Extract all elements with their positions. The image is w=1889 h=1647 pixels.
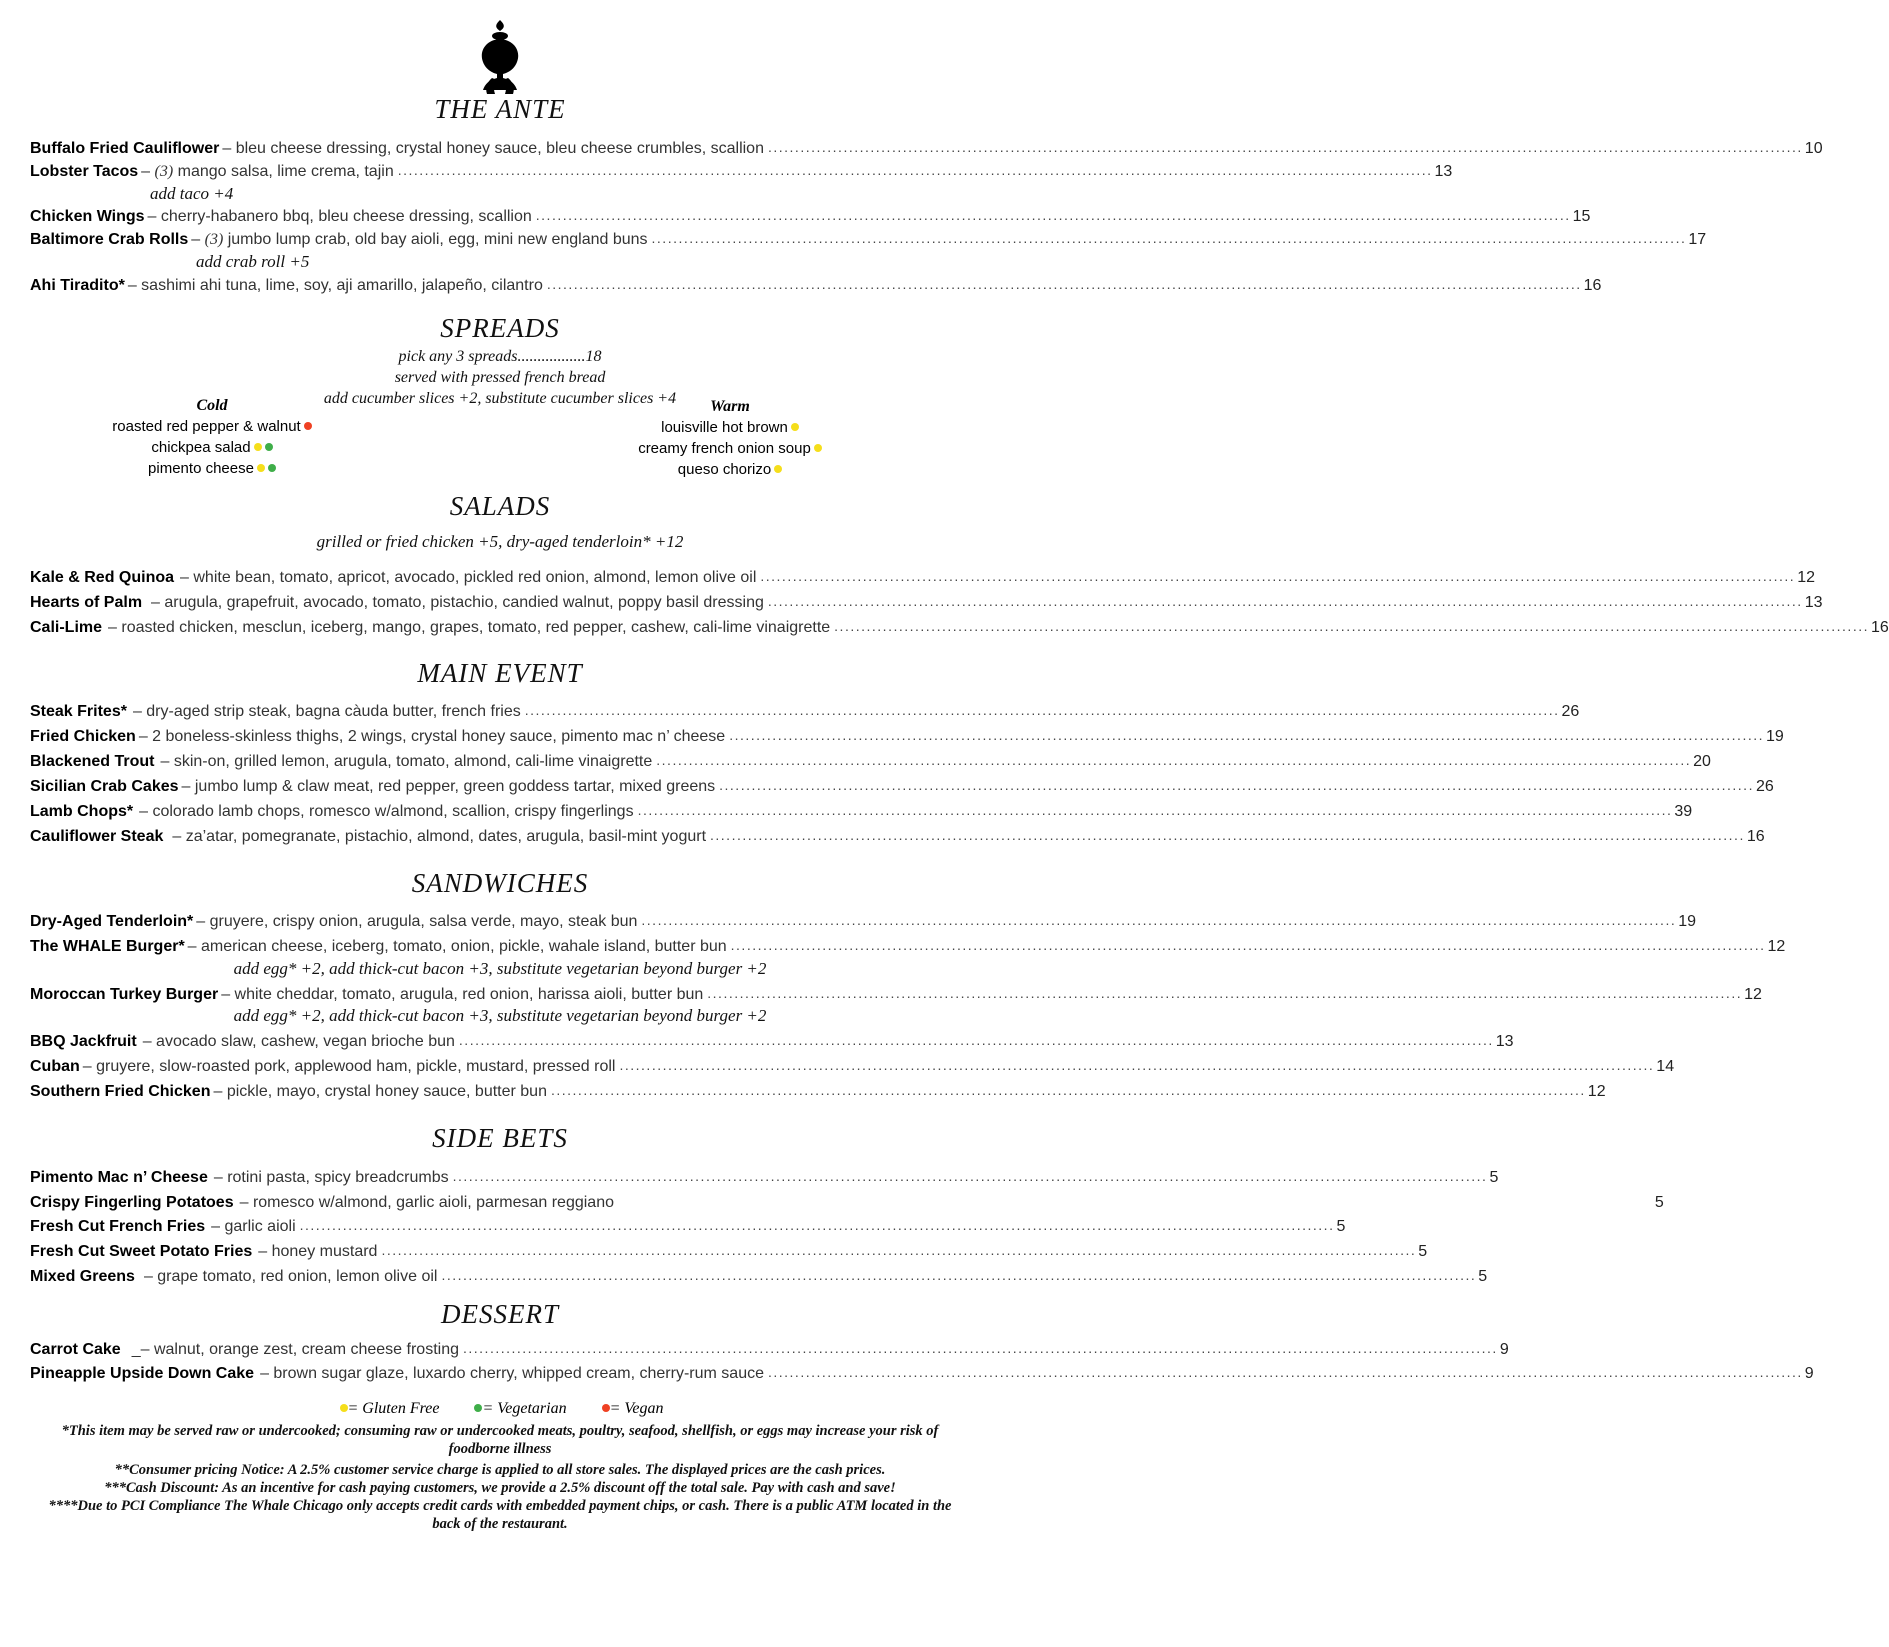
item-desc: – skin-on, grilled lemon, arugula, tomato, almond, cali-lime vinaigrette xyxy=(160,753,653,770)
spreads-cold-column xyxy=(82,395,342,479)
vegetarian-dot-icon xyxy=(268,464,276,472)
menu-item: Kale & Red Quinoa – white bean, tomato, apricot, avocado, pickled red onion, almond, lemon olive oil ................................................................................................................................................................................................ 12 xyxy=(30,568,1815,586)
item-desc: – jumbo lump & claw meat, red pepper, green goddess tartar, mixed greens xyxy=(181,778,716,795)
dietary-legend xyxy=(0,1400,1000,1418)
item-desc: – pickle, mayo, crystal honey sauce, butter bun xyxy=(213,1083,547,1100)
item-price: 13 xyxy=(1804,594,1823,611)
footnotes xyxy=(40,1422,960,1536)
item-desc: – rotini pasta, spicy breadcrumbs xyxy=(213,1169,449,1186)
menu-item: Baltimore Crab Rolls – (3) jumbo lump crab, old bay aioli, egg, mini new england buns ................................................................................................................................................................................................ 17 xyxy=(30,230,1707,248)
item-name: Lobster Tacos xyxy=(30,163,139,180)
item-price: 13 xyxy=(1434,163,1453,180)
vegan-dot-icon xyxy=(304,422,312,430)
item-price: 39 xyxy=(1674,803,1693,820)
item-price: 5 xyxy=(1336,1218,1346,1235)
item-desc: – bleu cheese dressing, crystal honey sauce, bleu cheese crumbles, scallion xyxy=(222,140,764,157)
item-name: Crispy Fingerling Potatoes xyxy=(30,1194,234,1211)
menu-item: Steak Frites* – dry-aged strip steak, bagna càuda butter, french fries ................................................................................................................................................................................................ 26 xyxy=(30,702,1580,720)
item-price: 19 xyxy=(1678,913,1697,930)
item-desc: – garlic aioli xyxy=(211,1218,296,1235)
section-title-main-event: MAIN EVENT xyxy=(417,658,583,688)
item-desc: – brown sugar glaze, luxardo cherry, whipped cream, cherry-rum sauce xyxy=(260,1365,764,1382)
section-title-spreads: SPREADS xyxy=(440,313,560,343)
menu-item: Southern Fried Chicken – pickle, mayo, crystal honey sauce, butter bun ................................................................................................................................................................................................ 12 xyxy=(30,1082,1606,1100)
footnote-pci-compliance: ****Due to PCI Compliance The Whale Chicago only accepts credit cards with embedded payment chips, or cash. There is a public ATM located in the back of the restaurant. xyxy=(48,1498,952,1532)
menu-item: Fresh Cut French Fries – garlic aioli ................................................................................................................................................................................................ 5 xyxy=(30,1217,1346,1235)
item-name: Sicilian Crab Cakes xyxy=(30,778,179,795)
menu-item: Pineapple Upside Down Cake – brown sugar glaze, luxardo cherry, whipped cream, cherry-rum sauce ................................................................................................................................................................................................ 9 xyxy=(30,1364,1814,1382)
item-name: Pimento Mac n’ Cheese xyxy=(30,1169,208,1186)
menu-item: Carrot Cake _– walnut, orange zest, cream cheese frosting ................................................................................................................................................................................................ 9 xyxy=(30,1340,1509,1358)
section-title-side-bets: SIDE BETS xyxy=(432,1123,568,1153)
item-name: Mixed Greens xyxy=(30,1268,135,1285)
item-name: Carrot Cake xyxy=(30,1341,121,1358)
menu-item xyxy=(30,1191,1664,1213)
legend-vegetarian: = Vegetarian xyxy=(482,1400,567,1417)
item-price: 12 xyxy=(1587,1083,1606,1100)
item-addon: add egg* +2, add thick-cut bacon +3, substitute vegetarian beyond burger +2 xyxy=(233,1006,767,1025)
menu-item: Cuban – gruyere, slow-roasted pork, applewood ham, pickle, mustard, pressed roll ................................................................................................................................................................................................ 14 xyxy=(30,1057,1675,1075)
item-addon: add crab roll +5 xyxy=(196,252,310,271)
item-desc: mango salsa, lime crema, tajin xyxy=(177,163,394,180)
menu-item: Moroccan Turkey Burger – white cheddar, tomato, arugula, red onion, harissa aioli, butter bun ................................................................................................................................................................................................ 12 xyxy=(30,985,1762,1003)
item-price: 20 xyxy=(1693,753,1711,770)
vegan-dot-icon xyxy=(602,1404,610,1412)
section-title-sandwiches: SANDWICHES xyxy=(411,868,589,898)
item-desc: – 2 boneless-skinless thighs, 2 wings, crystal honey sauce, pimento mac n’ cheese xyxy=(138,728,726,745)
item-addon: add egg* +2, add thick-cut bacon +3, substitute vegetarian beyond burger +2 xyxy=(233,959,767,978)
footnote-pricing-notice: **Consumer pricing Notice: A 2.5% customer service charge is applied to all store sales. The displayed prices are the cash prices. xyxy=(114,1462,886,1478)
item-desc: – honey mustard xyxy=(258,1243,378,1260)
item-desc: – gruyere, crispy onion, arugula, salsa verde, mayo, steak bun xyxy=(196,913,638,930)
item-price: 12 xyxy=(1744,986,1762,1003)
list-item: queso chorizo xyxy=(600,459,860,480)
gluten-free-dot-icon xyxy=(340,1404,348,1412)
item-price: 9 xyxy=(1804,1365,1814,1382)
item-name: Baltimore Crab Rolls xyxy=(30,231,189,248)
item-price: 10 xyxy=(1804,140,1823,157)
legend-gluten-free: = Gluten Free xyxy=(347,1400,440,1417)
gluten-free-dot-icon xyxy=(814,444,822,452)
item-name: Pineapple Upside Down Cake xyxy=(30,1365,255,1382)
menu-item: Cali-Lime – roasted chicken, mesclun, iceberg, mango, grapes, tomato, red pepper, cashew, cali-lime vinaigrette ................................................................................................................................................................................................ 16 xyxy=(30,618,1889,636)
item-price: 12 xyxy=(1767,938,1786,955)
menu-item: BBQ Jackfruit – avocado slaw, cashew, vegan brioche bun ................................................................................................................................................................................................ 13 xyxy=(30,1032,1514,1050)
gluten-free-dot-icon xyxy=(257,464,265,472)
spreads-warm-column xyxy=(600,396,860,480)
item-addon: add taco +4 xyxy=(150,184,234,203)
item-desc: – dry-aged strip steak, bagna càuda butter, french fries xyxy=(132,703,521,720)
salads-addons: grilled or fried chicken +5, dry-aged tenderloin* +12 xyxy=(316,532,684,551)
item-price: 5 xyxy=(1418,1243,1428,1260)
item-desc: – colorado lamb chops, romesco w/almond, scallion, crispy fingerlings xyxy=(139,803,634,820)
menu-item: Fresh Cut Sweet Potato Fries – honey mustard ................................................................................................................................................................................................ 5 xyxy=(30,1242,1428,1260)
item-name: Dry-Aged Tenderloin* xyxy=(30,913,194,930)
item-name: Chicken Wings xyxy=(30,208,145,225)
item-price: 5 xyxy=(1489,1169,1499,1186)
menu-item: Ahi Tiradito* – sashimi ahi tuna, lime, soy, aji amarillo, jalapeño, cilantro ................................................................................................................................................................................................ 16 xyxy=(30,276,1602,294)
menu-item: Chicken Wings – cherry-habanero bbq, bleu cheese dressing, scallion ................................................................................................................................................................................................ 15 xyxy=(30,207,1591,225)
section-title-salads: SALADS xyxy=(449,491,551,521)
menu-item: Fried Chicken – 2 boneless-skinless thighs, 2 wings, crystal honey sauce, pimento mac n’ cheese ................................................................................................................................................................................................ 19 xyxy=(30,727,1784,745)
whale-crest-icon xyxy=(475,18,525,96)
item-price: 12 xyxy=(1797,569,1815,586)
menu-item: Hearts of Palm – arugula, grapefruit, avocado, tomato, pistachio, candied walnut, poppy basil dressing ................................................................................................................................................................................................ 13 xyxy=(30,593,1823,611)
item-name: Buffalo Fried Cauliflower xyxy=(30,140,220,157)
item-desc: – sashimi ahi tuna, lime, soy, aji amarillo, jalapeño, cilantro xyxy=(127,277,543,294)
item-price: 13 xyxy=(1495,1033,1514,1050)
spreads-info: served with pressed french bread xyxy=(394,369,606,386)
item-price: 16 xyxy=(1746,828,1765,845)
item-qty: (3) xyxy=(204,231,224,248)
item-desc: jumbo lump crab, old bay aioli, egg, mini new england buns xyxy=(227,231,648,248)
menu-item: Blackened Trout – skin-on, grilled lemon, arugula, tomato, almond, cali-lime vinaigrette ................................................................................................................................................................................................ 20 xyxy=(30,752,1711,770)
menu-item: Sicilian Crab Cakes – jumbo lump & claw meat, red pepper, green goddess tartar, mixed greens ................................................................................................................................................................................................ 26 xyxy=(30,777,1774,795)
section-title-ante: THE ANTE xyxy=(434,94,566,124)
item-price: 16 xyxy=(1870,619,1889,636)
spreads-cold-heading: Cold xyxy=(196,397,228,414)
item-name: Lamb Chops* xyxy=(30,803,134,820)
menu-item: Dry-Aged Tenderloin* – gruyere, crispy onion, arugula, salsa verde, mayo, steak bun ................................................................................................................................................................................................ 19 xyxy=(30,912,1697,930)
gluten-free-dot-icon xyxy=(254,443,262,451)
item-price: 16 xyxy=(1583,277,1602,294)
item-name: Cauliflower Steak xyxy=(30,828,164,845)
item-price: 5 xyxy=(1478,1268,1488,1285)
item-desc: – grape tomato, red onion, lemon olive oil xyxy=(143,1268,438,1285)
item-desc: – avocado slaw, cashew, vegan brioche bun xyxy=(142,1033,455,1050)
item-name: Southern Fried Chicken xyxy=(30,1083,211,1100)
item-desc: – cherry-habanero bbq, bleu cheese dressing, scallion xyxy=(147,208,532,225)
list-item: pimento cheese xyxy=(82,458,342,479)
item-price: 19 xyxy=(1766,728,1784,745)
menu-item: Cauliflower Steak – za’atar, pomegranate, pistachio, almond, dates, arugula, basil-mint yogurt ................................................................................................................................................................................................ 16 xyxy=(30,827,1765,845)
item-desc: – arugula, grapefruit, avocado, tomato, pistachio, candied walnut, poppy basil dressing xyxy=(151,594,764,611)
item-price: 14 xyxy=(1656,1058,1675,1075)
item-desc: – gruyere, slow-roasted pork, applewood ham, pickle, mustard, pressed roll xyxy=(82,1058,616,1075)
item-name: Fresh Cut French Fries xyxy=(30,1218,206,1235)
item-name: Cali-Lime xyxy=(30,619,103,636)
item-desc: – white cheddar, tomato, arugula, red onion, harissa aioli, butter bun xyxy=(221,986,704,1003)
item-qty: (3) xyxy=(154,163,174,180)
item-name: Hearts of Palm xyxy=(30,594,143,611)
footnote-cash-discount: ***Cash Discount: As an incentive for cash paying customers, we provide a 2.5% discount off the total sale. Pay with cash and save! xyxy=(104,1480,896,1496)
menu-item: The WHALE Burger* – american cheese, iceberg, tomato, onion, pickle, wahale island, butter bun ................................................................................................................................................................................................ 12 xyxy=(30,937,1786,955)
menu-item: Buffalo Fried Cauliflower – bleu cheese dressing, crystal honey sauce, bleu cheese crumbles, scallion ................................................................................................................................................................................................ 10 xyxy=(30,139,1823,157)
item-desc: – za’atar, pomegranate, pistachio, almond, dates, arugula, basil-mint yogurt xyxy=(172,828,707,845)
legend-vegan: = Vegan xyxy=(609,1400,664,1417)
item-name: BBQ Jackfruit xyxy=(30,1033,137,1050)
item-desc: – romesco w/almond, garlic aioli, parmesan reggiano xyxy=(239,1194,614,1211)
menu-item: Pimento Mac n’ Cheese – rotini pasta, spicy breadcrumbs ................................................................................................................................................................................................ 5 xyxy=(30,1168,1499,1186)
item-name: Steak Frites* xyxy=(30,703,127,720)
vegetarian-dot-icon xyxy=(265,443,273,451)
item-price: 26 xyxy=(1755,778,1774,795)
item-price: 9 xyxy=(1499,1341,1509,1358)
item-name: Fried Chicken xyxy=(30,728,136,745)
item-name: Moroccan Turkey Burger xyxy=(30,986,219,1003)
item-name: The WHALE Burger* xyxy=(30,938,185,955)
spreads-info: add cucumber slices +2, substitute cucumber slices +4 xyxy=(323,390,677,407)
menu-item: Lamb Chops* – colorado lamb chops, romesco w/almond, scallion, crispy fingerlings ................................................................................................................................................................................................ 39 xyxy=(30,802,1693,820)
gluten-free-dot-icon xyxy=(791,423,799,431)
spreads-warm-heading: Warm xyxy=(710,398,750,415)
footnote-raw-warning: *This item may be served raw or undercooked; consuming raw or undercooked meats, poultry, seafood, shellfish, or eggs may increase your risk of foodborne illness xyxy=(61,1423,939,1457)
list-item: creamy french onion soup xyxy=(600,438,860,459)
list-item: roasted red pepper & walnut xyxy=(82,416,342,437)
item-price: 15 xyxy=(1572,208,1591,225)
item-name: Ahi Tiradito* xyxy=(30,277,125,294)
item-price: 17 xyxy=(1688,231,1707,248)
item-desc: – american cheese, iceberg, tomato, onion, pickle, wahale island, butter bun xyxy=(187,938,727,955)
menu-item: Mixed Greens – grape tomato, red onion, lemon olive oil ................................................................................................................................................................................................ 5 xyxy=(30,1267,1488,1285)
item-name: Blackened Trout xyxy=(30,753,155,770)
item-name: Kale & Red Quinoa xyxy=(30,569,175,586)
list-item: louisville hot brown xyxy=(600,417,860,438)
item-name: Cuban xyxy=(30,1058,80,1075)
menu-item: Lobster Tacos – (3) mango salsa, lime crema, tajin ................................................................................................................................................................................................ 13 xyxy=(30,162,1453,180)
item-price: 26 xyxy=(1561,703,1580,720)
list-item: chickpea salad xyxy=(82,437,342,458)
item-price: 5 xyxy=(1654,1194,1664,1211)
item-name: Fresh Cut Sweet Potato Fries xyxy=(30,1243,253,1260)
spreads-info: pick any 3 spreads.................18 xyxy=(398,348,602,365)
section-title-dessert: DESSERT xyxy=(441,1299,559,1329)
gluten-free-dot-icon xyxy=(774,465,782,473)
item-desc: – roasted chicken, mesclun, iceberg, mango, grapes, tomato, red pepper, cashew, cali-lime vinaigrette xyxy=(108,619,831,636)
item-desc: _– walnut, orange zest, cream cheese frosting xyxy=(131,1341,459,1358)
item-desc: – white bean, tomato, apricot, avocado, pickled red onion, almond, lemon olive oil xyxy=(180,569,757,586)
